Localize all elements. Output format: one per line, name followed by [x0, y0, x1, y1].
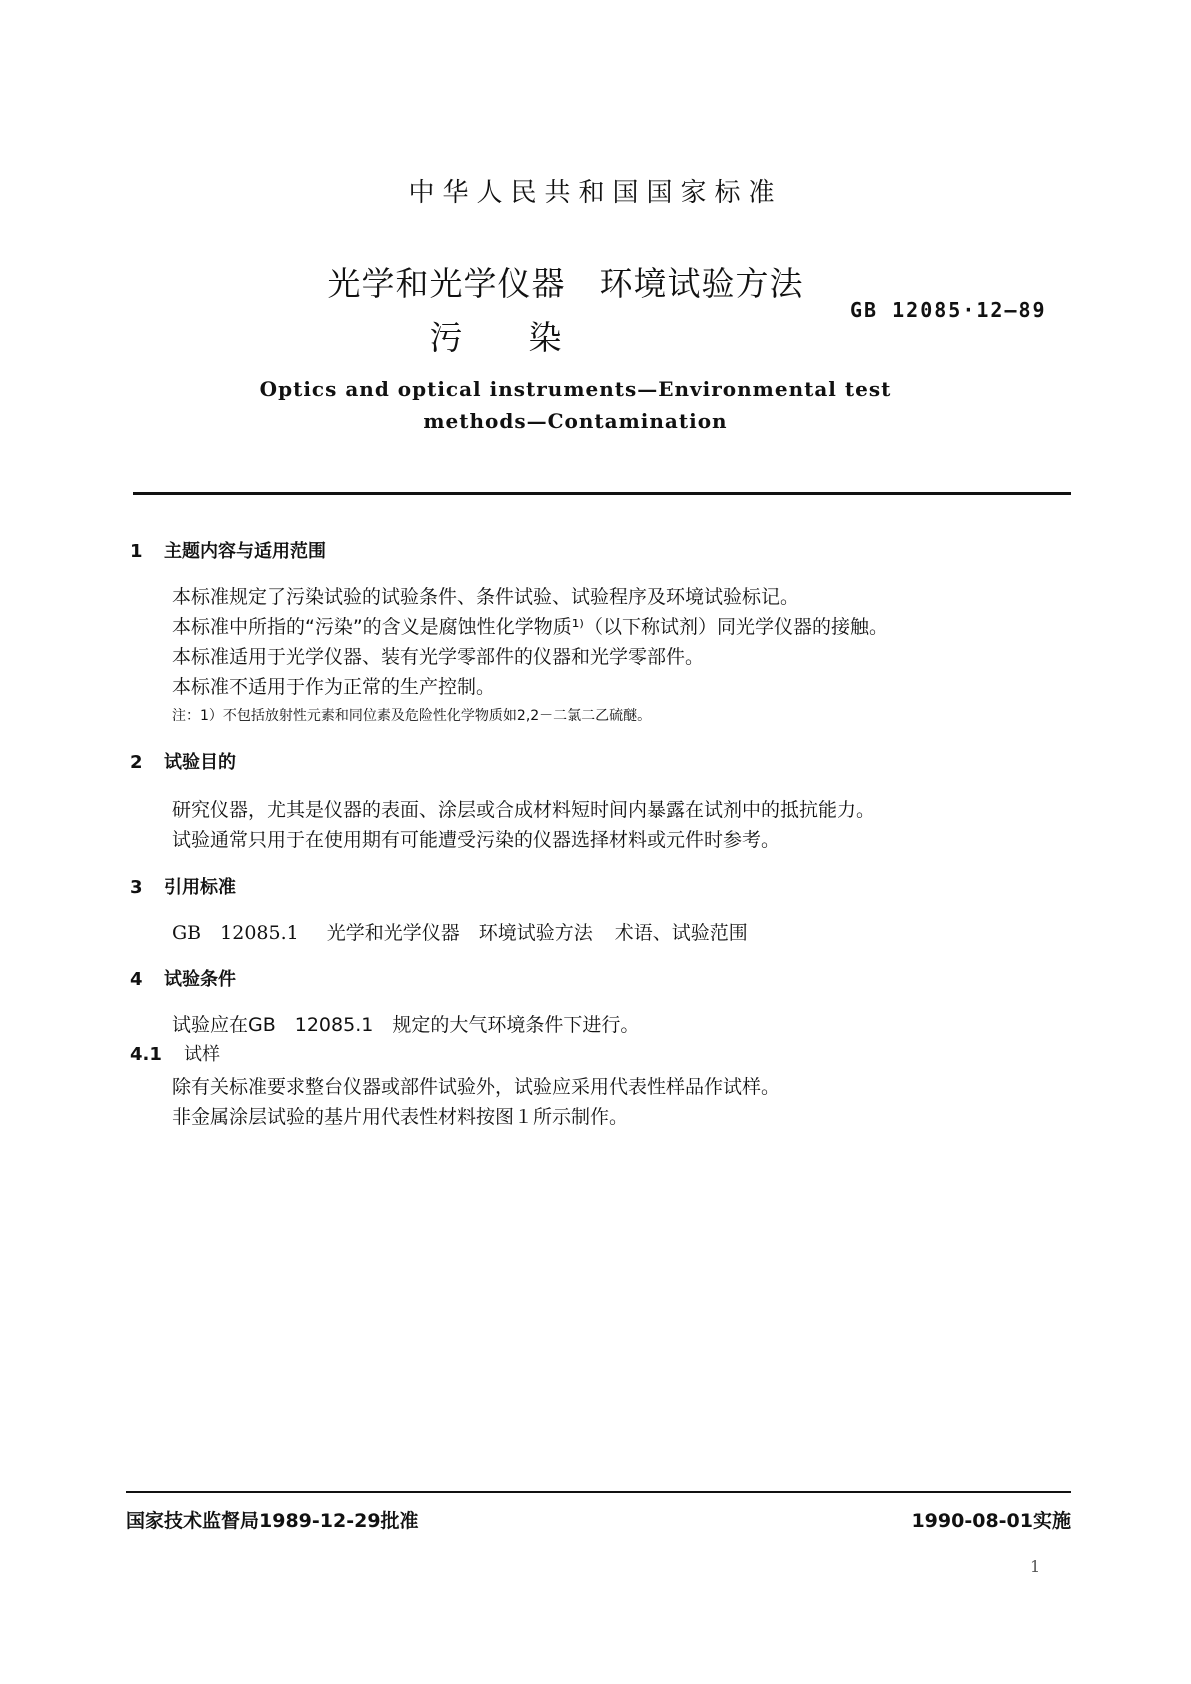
section-1-para-4: 本标准不适用于作为正常的生产控制。 [172, 676, 496, 698]
section-title: 试验条件 [164, 969, 236, 990]
section-number: 1 [130, 541, 143, 562]
section-number: 3 [130, 877, 143, 898]
title-cn-char-1: 污 [429, 318, 463, 357]
section-number: 2 [130, 752, 143, 773]
page-number: 1 [1030, 1557, 1041, 1576]
section-4-1-heading [130, 1040, 220, 1066]
bottom-divider [126, 1491, 1071, 1493]
section-1-para-1: 本标准规定了污染试验的试验条件、条件试验、试验程序及环境试验标记。 [172, 586, 800, 608]
section-4-1-para-2: 非金属涂层试验的基片用代表性材料按图１所示制作。 [172, 1106, 629, 1128]
title-cn-char-2: 染 [528, 318, 562, 357]
section-title: 试验目的 [164, 752, 236, 773]
section-4-1-para-1: 除有关标准要求整台仪器或部件试验外，试验应采用代表性样品作试样。 [172, 1076, 781, 1098]
standard-code: GB 12085·12—89 [850, 298, 1047, 322]
standard-type-heading: 中华人民共和国国家标准 [408, 178, 783, 208]
section-1-heading [130, 537, 326, 563]
title-en-line1: Optics and optical instruments—Environmental test [259, 377, 892, 401]
section-title: 引用标准 [164, 877, 236, 898]
section-number: 4 [130, 969, 143, 990]
implementation-date: 1990-08-01实施 [911, 1510, 1071, 1532]
section-title: 主题内容与适用范围 [164, 541, 326, 562]
approval-date: 国家技术监督局1989-12-29批准 [126, 1510, 419, 1532]
section-4-para-1: 试验应在GB 12085.1 规定的大气环境条件下进行。 [172, 1014, 640, 1036]
section-2-para-2: 试验通常只用于在使用期有可能遭受污染的仪器选择材料或元件时参考。 [172, 829, 781, 851]
section-1-para-2: 本标准中所指的“污染”的含义是腐蚀性化学物质¹⁾（以下称试剂）同光学仪器的接触。 [172, 616, 888, 638]
section-3-reference [172, 918, 748, 945]
reference-title: 光学和光学仪器 环境试验方法 [326, 922, 593, 944]
reference-code: GB 12085.1 [172, 922, 299, 944]
reference-scope: 术语、试验范围 [614, 922, 748, 944]
section-3-heading [130, 873, 236, 899]
section-4-heading [130, 965, 236, 991]
section-number: 4.1 [130, 1044, 162, 1065]
section-title: 试样 [184, 1044, 220, 1065]
section-2-heading [130, 748, 236, 774]
section-1-para-3: 本标准适用于光学仪器、装有光学零部件的仪器和光学零部件。 [172, 646, 705, 668]
title-en-line2: methods—Contamination [423, 409, 728, 433]
section-1-footnote: 注：1）不包括放射性元素和同位素及危险性化学物质如2,2－二氯二乙硫醚。 [172, 708, 652, 724]
title-cn-line1: 光学和光学仪器 环境试验方法 [327, 264, 804, 303]
top-divider [133, 492, 1071, 495]
section-2-para-1: 研究仪器，尤其是仪器的表面、涂层或合成材料短时间内暴露在试剂中的抵抗能力。 [172, 799, 876, 821]
